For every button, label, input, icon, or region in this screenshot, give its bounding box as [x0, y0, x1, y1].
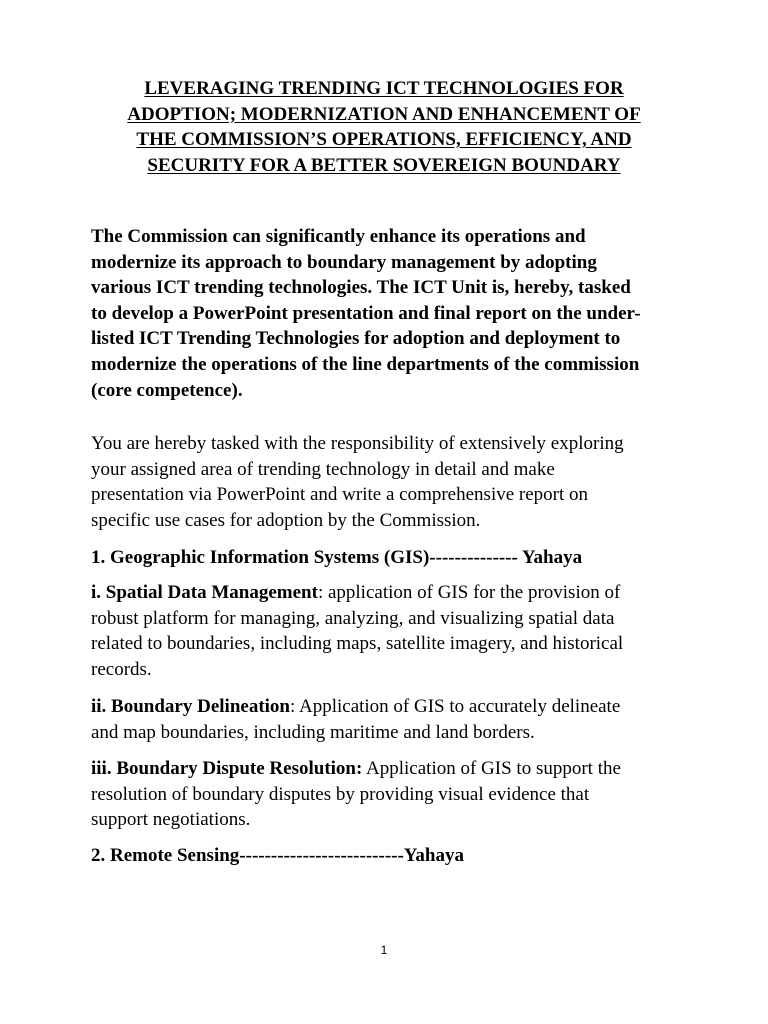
list-item-text: : application of GIS for the provision of — [317, 582, 621, 603]
task-paragraph — [91, 431, 687, 533]
intro-line: listed ICT Trending Technologies for adoption and deployment to — [91, 328, 621, 350]
task-line: presentation via PowerPoint and write a comprehensive report on — [91, 484, 589, 506]
page-number: 1 — [380, 943, 388, 957]
list-item-spatial-data-management — [91, 580, 687, 682]
task-line: specific use cases for adoption by the Commission. — [91, 509, 481, 531]
intro-line: various ICT trending technologies. The ICT Unit is, hereby, tasked — [91, 277, 631, 299]
list-item-text: Application of GIS to support the — [362, 758, 621, 779]
list-item-label: i. Spatial Data Management — [91, 582, 318, 603]
list-item-line: related to boundaries, including maps, satellite imagery, and historical — [91, 633, 624, 655]
list-item-line: resolution of boundary disputes by providing visual evidence that — [91, 783, 590, 805]
intro-line: (core competence). — [91, 379, 243, 401]
title-line: LEVERAGING TRENDING ICT TECHNOLOGIES FOR — [144, 78, 624, 99]
task-line: your assigned area of trending technology in detail and make — [91, 458, 555, 480]
intro-line: to develop a PowerPoint presentation and final report on the under- — [91, 302, 641, 324]
intro-line: modernize the operations of the line departments of the commission — [91, 353, 640, 375]
list-item-line: and map boundaries, including maritime and land borders. — [91, 721, 535, 743]
list-item-line: support negotiations. — [91, 809, 251, 831]
title-line: SECURITY FOR A BETTER SOVEREIGN BOUNDARY — [147, 154, 621, 176]
document-title — [90, 76, 678, 178]
list-item-first-line — [91, 756, 687, 782]
title-line: ADOPTION; MODERNIZATION AND ENHANCEMENT OF — [127, 103, 641, 125]
title-line: THE COMMISSION’S OPERATIONS, EFFICIENCY, AND — [136, 129, 632, 150]
list-item-label: ii. Boundary Delineation — [91, 696, 290, 717]
list-item-line: robust platform for managing, analyzing, and visualizing spatial data — [91, 607, 615, 629]
task-line: You are hereby tasked with the responsibility of extensively exploring — [91, 433, 624, 454]
list-item-first-line — [91, 580, 687, 606]
intro-line: The Commission can significantly enhance its operations and — [91, 226, 586, 247]
list-item-text: : Application of GIS to accurately delineate — [290, 696, 621, 717]
list-item-line: records. — [91, 658, 152, 680]
section-heading-text: 1. Geographic Information Systems (GIS)-------------- Yahaya — [91, 547, 583, 568]
intro-paragraph — [91, 224, 687, 403]
section-heading-gis — [91, 545, 687, 571]
list-item-boundary-delineation — [91, 694, 687, 745]
list-item-label: iii. Boundary Dispute Resolution: — [91, 758, 363, 779]
section-heading-remote-sensing — [91, 843, 687, 869]
list-item-boundary-dispute-resolution — [91, 756, 687, 833]
intro-line: modernize its approach to boundary management by adopting — [91, 251, 597, 273]
section-heading-text: 2. Remote Sensing--------------------------Yahaya — [91, 845, 464, 866]
list-item-first-line — [91, 694, 687, 720]
